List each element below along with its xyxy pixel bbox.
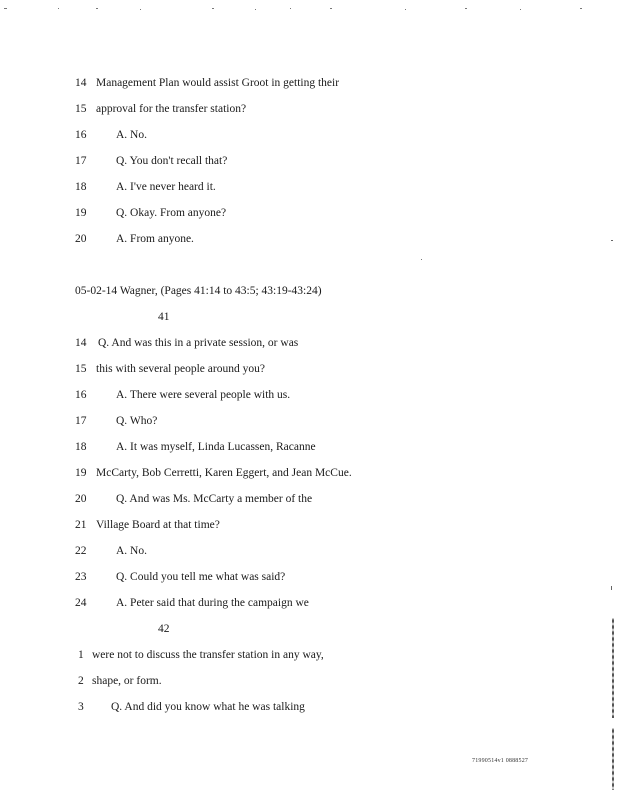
line-text: McCarty, Bob Cerretti, Karen Eggert, and Jean McCue.	[96, 467, 352, 479]
page-number-41: 41	[158, 311, 170, 323]
line-number: 18	[75, 181, 87, 193]
line-number: 14	[75, 77, 87, 89]
line-number: 3	[78, 701, 84, 713]
line-number: 19	[75, 207, 87, 219]
line-number: 14	[75, 337, 87, 349]
line-number: 16	[75, 129, 87, 141]
line-text: approval for the transfer station?	[96, 103, 247, 115]
line-text: A. It was myself, Linda Lucassen, Racanne	[116, 441, 316, 453]
line-text: A. I've never heard it.	[116, 181, 216, 193]
line-text: Management Plan would assist Groot in getting their	[96, 77, 340, 89]
scan-speck	[611, 240, 613, 241]
line-number: 23	[75, 571, 87, 583]
line-text: Q. And was this in a private session, or was	[98, 337, 299, 349]
scan-edge-artifact	[612, 618, 614, 718]
line-number: 20	[75, 233, 87, 245]
line-number: 15	[75, 103, 87, 115]
line-text: this with several people around you?	[96, 363, 265, 375]
line-text: A. Peter said that during the campaign we	[116, 597, 309, 609]
line-text: shape, or form.	[92, 675, 162, 687]
line-number: 24	[75, 597, 87, 609]
line-number: 1	[78, 649, 84, 661]
section-heading: 05-02-14 Wagner, (Pages 41:14 to 43:5; 43:19-43:24)	[75, 285, 322, 297]
line-number: 21	[75, 519, 87, 531]
line-number: 15	[75, 363, 87, 375]
line-number: 16	[75, 389, 87, 401]
scan-top-edge-artifact	[0, 0, 619, 6]
line-text: were not to discuss the transfer station in any way,	[92, 649, 324, 661]
line-text: A. From anyone.	[116, 233, 194, 245]
line-text: A. No.	[116, 545, 147, 557]
line-text: A. No.	[116, 129, 147, 141]
line-text: Q. And was Ms. McCarty a member of the	[116, 493, 313, 505]
page-number-42: 42	[158, 623, 170, 635]
scan-edge-artifact	[612, 728, 614, 790]
line-text: Q. You don't recall that?	[116, 155, 228, 167]
line-number: 20	[75, 493, 87, 505]
document-id-footer: 71990514v1 0888527	[472, 758, 529, 764]
line-number: 2	[78, 675, 84, 687]
scan-speck	[611, 586, 612, 590]
line-text: Q. Could you tell me what was said?	[116, 571, 286, 583]
line-number: 22	[75, 545, 87, 557]
line-text: Q. Who?	[116, 415, 158, 427]
line-text: A. There were several people with us.	[116, 389, 291, 401]
line-text: Village Board at that time?	[96, 519, 220, 531]
line-number: 17	[75, 415, 87, 427]
line-number: 19	[75, 467, 87, 479]
line-text: Q. And did you know what he was talking	[111, 701, 305, 713]
line-text: Q. Okay. From anyone?	[116, 207, 227, 219]
line-number: 18	[75, 441, 87, 453]
line-number: 17	[75, 155, 87, 167]
scan-speck	[421, 259, 422, 260]
